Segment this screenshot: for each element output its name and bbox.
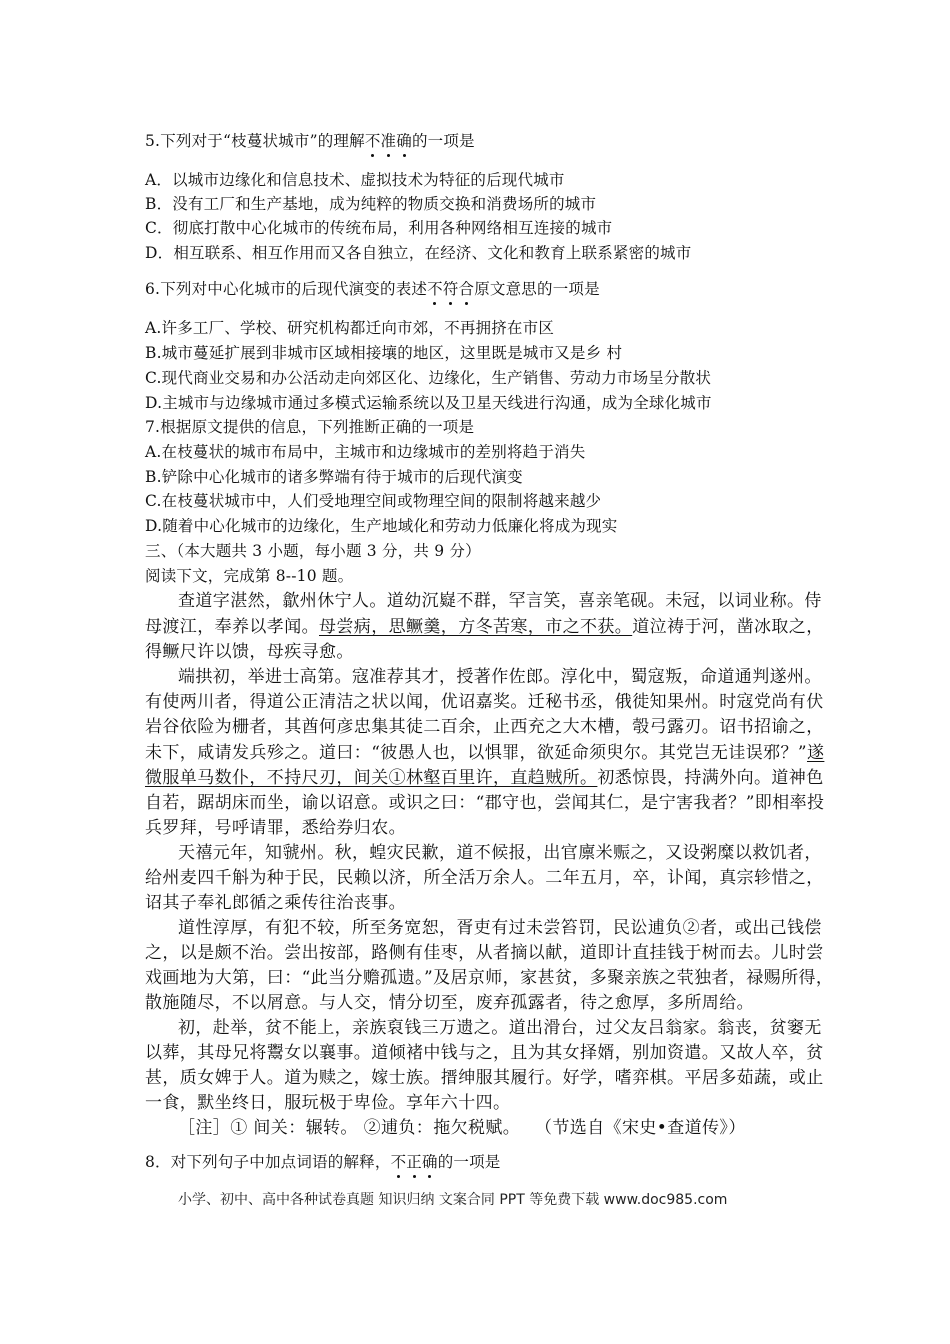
q7-option-c: C.在枝蔓状城市中，人们受地理空间或物理空间的限制将越来越少 bbox=[145, 492, 602, 510]
passage-line: 之，以是颇不治。尝出按部，路侧有佳枣，从者摘以献，道即计直挂钱于树而去。儿时尝 bbox=[145, 943, 824, 963]
q8-dotted-char: 正 bbox=[406, 1153, 422, 1171]
q6-dotted-char: 符 bbox=[442, 280, 459, 298]
passage-line: 给州麦四千斛为种于民，民赖以济，所全活万余人。二年五月，卒，讣闻，真宗轸惜之， bbox=[145, 868, 824, 888]
passage-line: 端拱初，举进士高第。寇准荐其才，授著作佐郎。淳化中，蜀寇叛，命道通判遂州。 bbox=[178, 667, 822, 687]
passage-note: ［注］① 间关：辗转。 ②逋负：拖欠税赋。 bbox=[178, 1118, 521, 1138]
passage-line bbox=[145, 617, 824, 637]
section-instruction: 阅读下文，完成第 8--10 题。 bbox=[145, 567, 354, 585]
passage-line bbox=[145, 768, 824, 788]
passage-line: 一食，默坐终日，服玩极于卑俭。享年六十四。 bbox=[145, 1093, 511, 1113]
q7-stem: 7.根据原文提供的信息，下列推断正确的一项是 bbox=[145, 418, 475, 436]
passage-line: 查道字湛然，歙州休宁人。道幼沉嶷不群，罕言笑，喜亲笔砚。未冠，以词业称。侍 bbox=[178, 591, 822, 611]
q5-stem-end: 的一项是 bbox=[411, 132, 475, 150]
q7-option-b: B.铲除中心化城市的诸多弊端有待于城市的后现代演变 bbox=[145, 468, 523, 486]
passage-line: 甚，质女婢于人。道为赎之，嫁士族。搢绅服其履行。好学，嗜弈棋。平居多茹蔬，或止 bbox=[145, 1068, 824, 1088]
q8-stem-end: 的一项是 bbox=[437, 1153, 501, 1171]
passage-text: 未下，咸请发兵殄之。道曰：“彼愚人也，以惧罪，欲延命须臾尔。其党岂无诖误邪？” bbox=[145, 743, 807, 763]
q5-dotted-char: 确 bbox=[396, 132, 412, 150]
passage-line: 兵罗拜，号呼请罪，悉给券归农。 bbox=[145, 818, 406, 838]
passage-line: 诏其子奉礼郎循之乘传往治丧事。 bbox=[145, 893, 406, 913]
passage-text: 初悉惊畏，持满外向。道神色 bbox=[597, 768, 824, 788]
q6-stem-text: 6.下列对中心化城市的后现代演变的表述 bbox=[145, 280, 428, 298]
q8-stem bbox=[145, 1152, 501, 1172]
passage-line bbox=[145, 743, 824, 763]
q5-option-c: C．彻底打散中心化城市的传统布局，利用各种网络相互连接的城市 bbox=[145, 219, 613, 237]
q8-dotted-char: 不 bbox=[390, 1153, 407, 1171]
q8-dotted-char: 确 bbox=[421, 1153, 438, 1171]
q5-stem-text: 5.下列对于“枝蔓状城市”的理解 bbox=[145, 132, 365, 150]
q5-dotted-char: 准 bbox=[380, 132, 397, 150]
underlined-sentence: 遂 bbox=[806, 743, 825, 763]
q5-option-d: D．相互联系、相互作用而又各自独立，在经济、文化和教育上联系紧密的城市 bbox=[145, 244, 692, 262]
q7-option-d: D.随着中心化城市的边缘化，生产地域化和劳动力低廉化将成为现实 bbox=[145, 517, 618, 535]
passage-line: 以葬，其母兄将鬻女以襄事。道倾褚中钱与之，且为其女择婿，别加资遣。又故人卒，贫 bbox=[145, 1043, 824, 1063]
passage-line: 道性淳厚，有犯不较，所至务宽恕，胥吏有过未尝笞罚，民讼逋负②者，或出己钱偿 bbox=[178, 918, 822, 938]
passage-line: 有使两川者，得道公正清洁之状以闻，优诏嘉奖。迁秘书丞，俄徙知果州。时寇党尚有伏 bbox=[145, 692, 824, 712]
underlined-sentence: 微服单马数仆，不持尺刃，间关①林壑百里许，直趋贼所。 bbox=[145, 768, 598, 788]
q7-option-a: A.在枝蔓状的城市布局中，主城市和边缘城市的差别将趋于消失 bbox=[145, 443, 586, 461]
q6-option-c: C.现代商业交易和办公活动走向郊区化、边缘化，生产销售、劳动力市场呈分散状 bbox=[145, 369, 712, 387]
q8-stem-text: 8．对下列句子中加点词语的解释， bbox=[145, 1153, 391, 1171]
passage-line: 天禧元年，知虢州。秋，蝗灾民歉，道不候报，出官廪米赈之，又设粥糜以救饥者， bbox=[178, 843, 822, 863]
passage-text: 母渡江，奉养以孝闻。 bbox=[145, 617, 319, 637]
q6-stem-end: 原文意思的一项是 bbox=[474, 280, 600, 298]
q6-option-a: A.许多工厂、学校、研究机构都迁向市郊，不再拥挤在市区 bbox=[145, 319, 555, 337]
passage-line: 得鳜尺许以馈，母疾寻愈。 bbox=[145, 642, 354, 662]
q6-dotted-char: 不 bbox=[427, 280, 443, 298]
q6-dotted-char: 合 bbox=[458, 280, 475, 298]
passage-text: 道泣祷于河，凿冰取之， bbox=[632, 617, 824, 637]
passage-line: 自若，踞胡床而坐，谕以诏意。或识之曰：“郡守也，尝闻其仁，是宁害我者？”即相率投 bbox=[145, 793, 825, 813]
passage-line: 初，赴举，贫不能上，亲族裒钱三万遗之。道出滑台，过父友吕翁家。翁丧，贫窭无 bbox=[178, 1018, 822, 1038]
q5-dotted-char: 不 bbox=[364, 132, 381, 150]
q5-option-a: A．以城市边缘化和信息技术、虚拟技术为特征的后现代城市 bbox=[145, 171, 565, 189]
q6-option-d: D.主城市与边缘城市通过多模式运输系统以及卫星天线进行沟通，成为全球化城市 bbox=[145, 394, 712, 412]
q5-stem bbox=[145, 131, 475, 151]
passage-line: 岩谷依险为栅者，其酋何彦忠集其徒二百余，止西充之大木槽，彀弓露刃。诏书招谕之， bbox=[145, 717, 824, 737]
q6-option-b: B.城市蔓延扩展到非城市区域相接壤的地区，这里既是城市又是乡 村 bbox=[145, 344, 623, 362]
passage-source: （节选自《宋史•查道传》） bbox=[535, 1118, 746, 1138]
page-footer: 小学、初中、高中各种试卷真题 知识归纳 文案合同 PPT 等免费下载 www.doc985.com bbox=[178, 1192, 728, 1208]
underlined-sentence: 母尝病，思鳜羹，方冬苦寒，市之不获。 bbox=[319, 617, 633, 637]
q6-stem bbox=[145, 279, 600, 299]
passage-line: 散施随尽，不以屑意。与人交，情分切至，废弃孤露者，待之愈厚，多所周给。 bbox=[145, 993, 754, 1013]
section-heading: 三、（本大题共 3 小题，每小题 3 分，共 9 分） bbox=[145, 542, 481, 560]
passage-line: 戏画地为大第，曰：“此当分赡孤遗。”及居京师，家甚贫，多聚亲族之茕独者，禄赐所得， bbox=[145, 968, 834, 988]
q5-option-b: B．没有工厂和生产基地，成为纯粹的物质交换和消费场所的城市 bbox=[145, 195, 597, 213]
